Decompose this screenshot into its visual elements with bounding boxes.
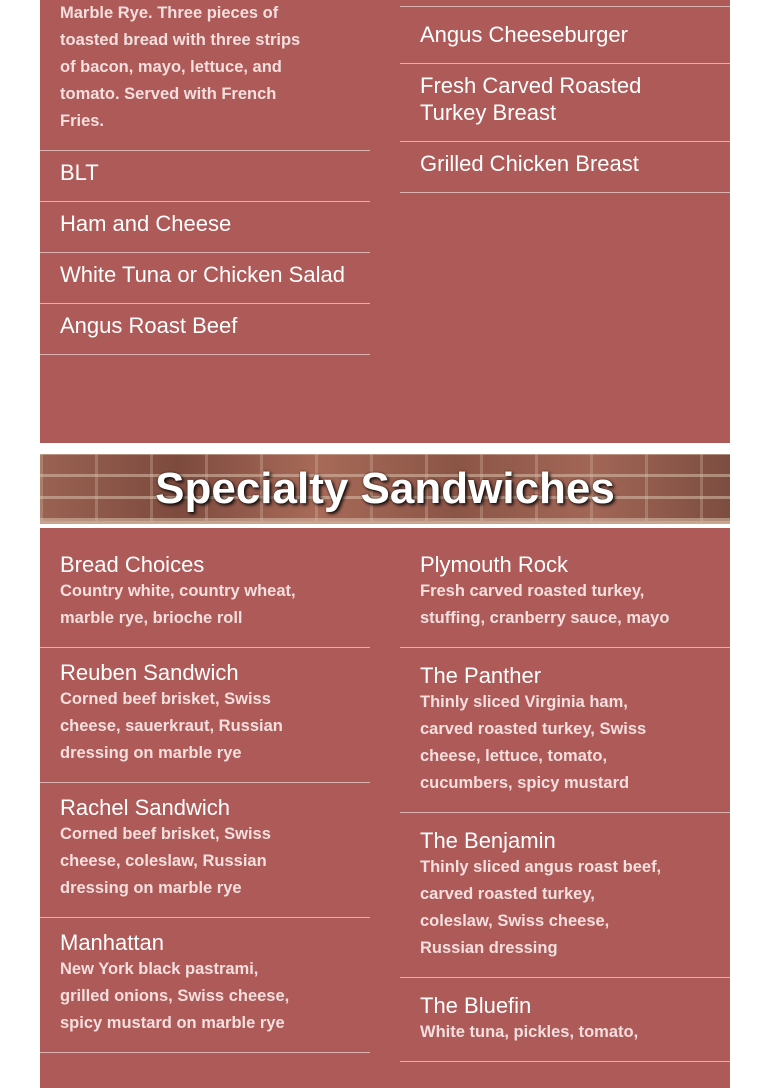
item-title: Reuben Sandwich [60,660,239,685]
menu-column-left [40,0,370,382]
item-description: Thinly sliced Virginia ham, carved roasted turkey, Swiss cheese, lettuce, tomato, cucumbers, spicy mustard [420,693,647,792]
item-title: Angus Roast Beef [60,313,238,338]
menu-item[interactable] [400,0,730,7]
menu-item-roasted-turkey-breast[interactable] [400,64,730,142]
item-title: Angus Cheeseburger [420,22,628,47]
menu-item-the-bluefin[interactable] [400,978,730,1062]
item-title: Fresh Carved Roasted Turkey Breast [420,73,642,125]
item-description: Fresh carved roasted turkey, stuffing, cranberry sauce, mayo [420,582,670,627]
menu-item-angus-cheeseburger[interactable] [400,7,730,64]
item-title: BLT [60,160,99,185]
item-description: Thinly sliced angus roast beef, carved roasted turkey, coleslaw, Swiss cheese, Russian dressing [420,858,662,957]
item-description: Corned beef brisket, Swiss cheese, sauerkraut, Russian dressing on marble rye [60,690,283,762]
menu-item-the-panther[interactable] [400,648,730,813]
menu-item-manhattan[interactable] [40,918,370,1053]
item-title: Manhattan [60,930,164,955]
section-heading: Specialty Sandwiches [155,464,615,513]
specialty-sandwiches-banner [40,454,730,524]
item-description: New York black pastrami, grilled onions, Swiss cheese, spicy mustard on marble rye [60,960,290,1032]
item-description: Country white, country wheat, marble rye, brioche roll [60,582,296,627]
specialty-menu-panel [40,528,730,1088]
menu-item-plymouth-rock[interactable] [400,528,730,648]
menu-item-rachel-sandwich[interactable] [40,783,370,918]
menu-item-angus-roast-beef[interactable] [40,304,370,355]
menu-item-blt[interactable] [40,151,370,202]
item-description: Corned beef brisket, Swiss cheese, coleslaw, Russian dressing on marble rye [60,825,271,897]
specialty-column-left [40,528,370,1053]
item-title: Grilled Chicken Breast [420,151,639,176]
menu-item-ham-and-cheese[interactable] [40,202,370,253]
menu-item-tuna-chicken-salad[interactable] [40,253,370,304]
specialty-column-right [400,528,730,1062]
item-description: White tuna, pickles, tomato, [420,1023,639,1041]
menu-item-grilled-chicken-breast[interactable] [400,142,730,193]
menu-item-bread-choices[interactable] [40,528,370,648]
menu-item-reuben-sandwich[interactable] [40,648,370,783]
item-title: Rachel Sandwich [60,795,230,820]
item-title: The Benjamin [420,828,556,853]
menu-item-the-benjamin[interactable] [400,813,730,978]
sandwich-menu-panel [40,0,730,443]
item-title: Bread Choices [60,552,205,577]
item-title: Plymouth Rock [420,552,568,577]
menu-column-right [400,0,730,193]
item-title: White Tuna or Chicken Salad [60,262,345,287]
item-description: Marble Rye. Three pieces of toasted bread with three strips of bacon, mayo, lettuce, and tomato. Served with French Fries. [60,4,301,130]
item-title: The Bluefin [420,993,532,1018]
item-title: The Panther [420,663,542,688]
item-title: Ham and Cheese [60,211,232,236]
menu-item[interactable] [40,0,370,151]
